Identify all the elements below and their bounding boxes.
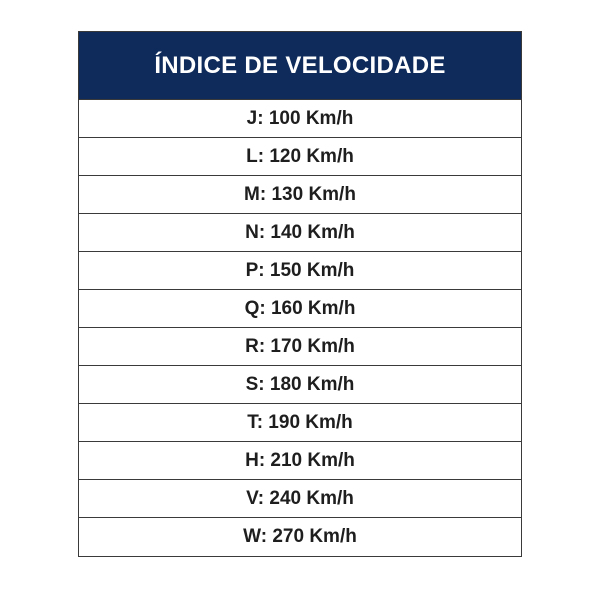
table-row: S: 180 Km/h (79, 366, 521, 404)
table-row: P: 150 Km/h (79, 252, 521, 290)
table-row: W: 270 Km/h (243, 526, 357, 547)
table-title: ÍNDICE DE VELOCIDADE (79, 32, 521, 100)
table-row: J: 100 Km/h (79, 100, 521, 138)
table-row: H: 210 Km/h (79, 442, 521, 480)
table-row: N: 140 Km/h (79, 214, 521, 252)
speed-index-table (78, 31, 522, 557)
table-row: V: 240 Km/h (79, 480, 521, 518)
table-row: M: 130 Km/h (79, 176, 521, 214)
table-row: L: 120 Km/h (79, 138, 521, 176)
table-row: T: 190 Km/h (79, 404, 521, 442)
table-body (79, 100, 521, 556)
table-row: Q: 160 Km/h (79, 290, 521, 328)
table-row: R: 170 Km/h (79, 328, 521, 366)
